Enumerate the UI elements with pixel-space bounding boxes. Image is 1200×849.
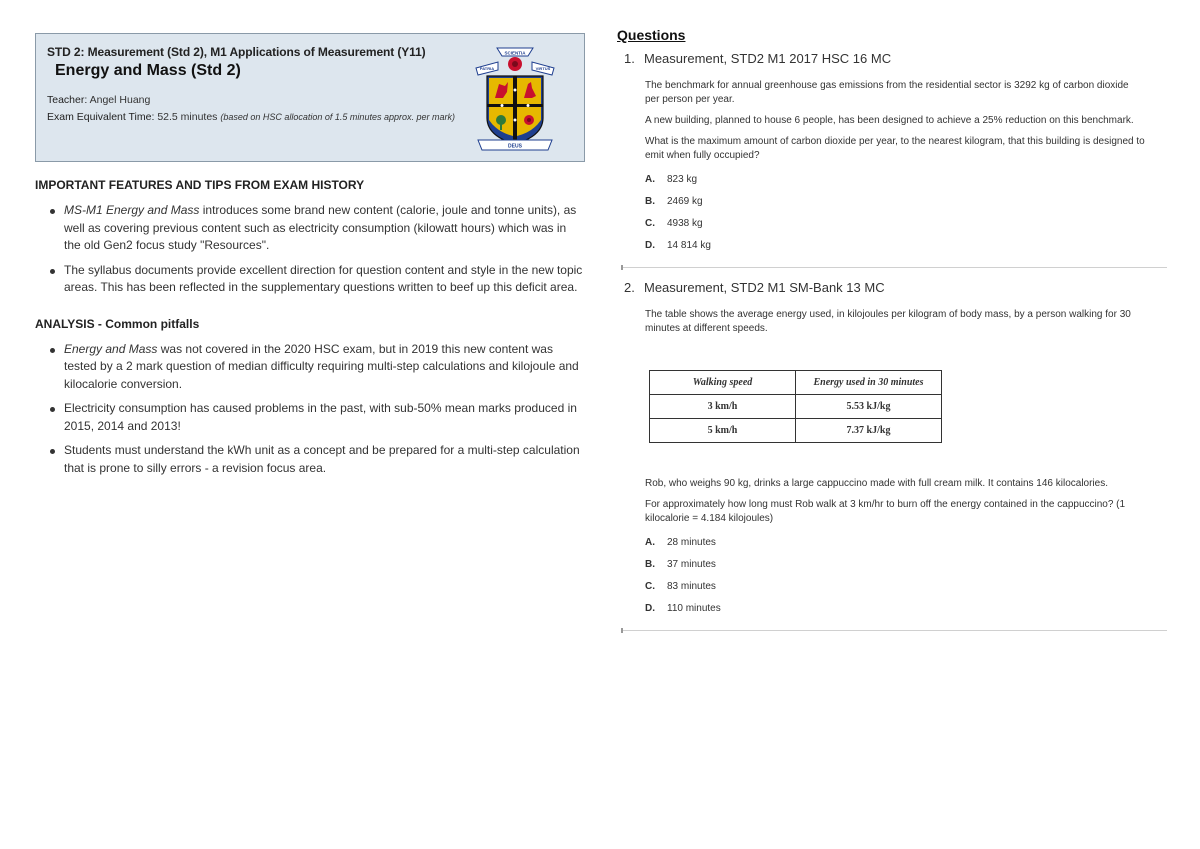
question-divider (621, 267, 1167, 268)
list-item: MS-M1 Energy and Mass introduces some brand new content (calorie, joule and tonne units), as well as covering previous content such as electricity consumption (kilowatt hours) which was in the old Gen2 focus study "Resources". (49, 202, 585, 255)
features-heading: IMPORTANT FEATURES AND TIPS FROM EXAM HISTORY (35, 178, 365, 192)
school-crest-icon (472, 40, 558, 154)
features-list (35, 202, 585, 297)
question-text: Rob, who weighs 90 kg, drinks a large cappuccino made with full cream milk. It contains 146 kilocalories. (645, 478, 1108, 489)
question-1-body (645, 79, 1167, 257)
list-item: Students must understand the kWh unit as a concept and be prepared for a multi-step calculation that is prone to silly errors - a revision focus area. (49, 442, 585, 477)
question-divider (621, 630, 1167, 631)
answer-option-c[interactable]: C. 83 minutes (645, 581, 716, 592)
exam-time-label: Exam Equivalent Time: (47, 111, 155, 123)
answer-options (645, 532, 1167, 620)
list-item: Electricity consumption has caused problems in the past, with sub-50% mean marks produced in 2015, 2014 and 2013! (49, 400, 585, 435)
topic-subtitle: STD 2: Measurement (Std 2), M1 Applications of Measurement (Y11) (47, 45, 426, 59)
left-column (35, 33, 585, 484)
crest-banner-text: DEUS (508, 143, 522, 150)
answer-option-a[interactable]: A. 823 kg (645, 174, 698, 185)
crest-motto-left: PATRIA (479, 66, 495, 71)
teacher-value: Angel Huang (89, 94, 151, 106)
walking-energy-table (649, 370, 942, 443)
right-column (617, 27, 1167, 631)
answer-options (645, 169, 1167, 257)
exam-time-value: 52.5 minutes (157, 111, 218, 123)
question-text: The benchmark for annual greenhouse gas emissions from the residential sector is 3292 kg of carbon dioxide per person per year. (645, 80, 1129, 105)
topic-header (35, 33, 585, 162)
questions-title: Questions (617, 27, 686, 43)
topic-title: Energy and Mass (Std 2) (55, 62, 241, 79)
analysis-heading: ANALYSIS - Common pitfalls (35, 316, 200, 331)
answer-option-d[interactable]: D. 14 814 kg (645, 240, 711, 251)
list-item: Energy and Mass was not covered in the 2020 HSC exam, but in 2019 this new content was tested by a 2 mark question of median difficulty requiring multi-step calculations and kilojoule and kilocalorie conversion. (49, 341, 585, 394)
exam-time-line (47, 110, 467, 124)
question-text: What is the maximum amount of carbon dioxide per year, to the nearest kilogram, that this building is designed to emit when fully occupied? (645, 136, 1145, 161)
list-item: The syllabus documents provide excellent direction for question content and style in the new topic areas. This has been reflected in the supplementary questions written to beef up this deficit area. (49, 262, 585, 297)
table-header-energy: Energy used in 30 minutes (796, 371, 942, 395)
table-row: 3 km/h 5.53 kJ/kg (650, 395, 942, 419)
question-2-heading: 2. Measurement, STD2 M1 SM-Bank 13 MC (624, 280, 885, 295)
table-row: 5 km/h 7.37 kJ/kg (650, 419, 942, 443)
question-1 (617, 51, 1167, 268)
teacher-label: Teacher: (47, 94, 88, 106)
exam-time-note: (based on HSC allocation of 1.5 minutes approx. per mark) (220, 112, 455, 122)
question-2 (617, 280, 1167, 631)
analysis-list (35, 341, 585, 478)
answer-option-a[interactable]: A. 28 minutes (645, 537, 716, 548)
question-text: The table shows the average energy used, in kilojoules per kilogram of body mass, by a person walking for 30 minutes at different speeds. (645, 309, 1131, 334)
question-text: A new building, planned to house 6 people, has been designed to achieve a 25% reduction on this benchmark. (645, 115, 1134, 126)
question-2-body (645, 308, 1167, 620)
table-header-speed: Walking speed (650, 371, 796, 395)
answer-option-d[interactable]: D. 110 minutes (645, 603, 721, 614)
answer-option-b[interactable]: B. 2469 kg (645, 196, 703, 207)
answer-option-b[interactable]: B. 37 minutes (645, 559, 716, 570)
crest-motto-right: VIRTUS (535, 66, 551, 71)
answer-option-c[interactable]: C. 4938 kg (645, 218, 703, 229)
question-1-heading: 1. Measurement, STD2 M1 2017 HSC 16 MC (624, 51, 892, 66)
question-text: For approximately how long must Rob walk at 3 km/hr to burn off the energy contained in the cappuccino? (1 kilocalorie = 4.184 kilojoules) (645, 499, 1126, 524)
crest-motto-top: SCIENTIA (504, 50, 526, 56)
